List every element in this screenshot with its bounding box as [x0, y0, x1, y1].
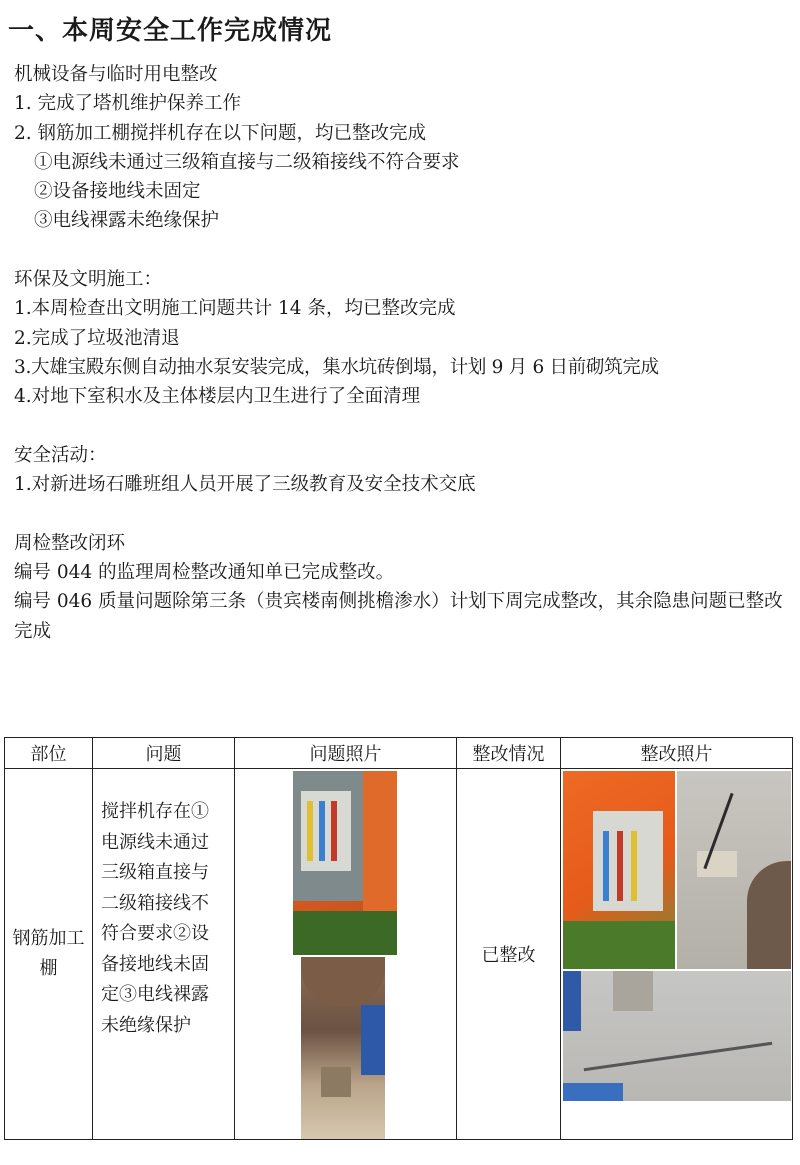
list-subitem: ①电源线未通过三级箱直接与二级箱接线不符合要求 [34, 151, 460, 173]
rectification-photo-ground-rod [563, 971, 791, 1101]
list-item: 4.对地下室积水及主体楼层内卫生进行了全面清理 [14, 386, 421, 408]
list-subitem: ②设备接地线未固定 [34, 181, 201, 203]
column-header-problem-photo: 问题照片 [235, 738, 457, 769]
cell-problem: 搅拌机存在①电源线未通过三级箱直接与二级箱接线不符合要求②设备接地线未固定③电线裸露未绝缘保护 [93, 769, 235, 1140]
list-item: 3.大雄宝殿东侧自动抽水泵安装完成，集水坑砖倒塌，计划 9 月 6 日前砌筑完成 [14, 356, 659, 378]
problem-photo-mixer [301, 957, 385, 1139]
list-item: 1. 完成了塔机维护保养工作 [14, 93, 242, 115]
cell-status: 已整改 [457, 769, 561, 1140]
problem-photo-distribution-box [293, 771, 397, 955]
section-heading-safety-activities: 安全活动： [14, 444, 107, 466]
list-item: 1.本周检查出文明施工问题共计 14 条，均已整改完成 [14, 298, 456, 320]
column-header-problem: 问题 [93, 738, 235, 769]
list-item: 2.完成了垃圾池清退 [14, 327, 180, 349]
page-title: 一、本周安全工作完成情况 [8, 16, 333, 46]
list-item: 编号 044 的监理周检整改通知单已完成整改。 [14, 562, 395, 584]
cell-rectification-photos [561, 769, 793, 1140]
list-item: 2. 钢筋加工棚搅拌机存在以下问题，均已整改完成 [14, 122, 427, 144]
section-heading-equipment: 机械设备与临时用电整改 [14, 64, 218, 85]
column-header-status: 整改情况 [457, 738, 561, 769]
list-item: 1.对新进场石雕班组人员开展了三级教育及安全技术交底 [14, 474, 476, 496]
cell-part: 钢筋加工棚 [5, 769, 93, 1140]
issues-table [4, 737, 793, 1140]
column-header-part: 部位 [5, 738, 93, 769]
rectification-photo-box [563, 771, 675, 969]
section-heading-weekly-inspection: 周检整改闭环 [14, 532, 126, 554]
cell-problem-photos [235, 769, 457, 1140]
table-row [5, 769, 793, 1140]
table-header-row [5, 738, 793, 769]
list-subitem: ③电线裸露未绝缘保护 [34, 210, 220, 232]
rectification-photo-ground-wire [677, 771, 791, 969]
report-body [14, 60, 798, 646]
section-heading-environment: 环保及文明施工： [14, 269, 163, 291]
list-item: 编号 046 质量问题除第三条（贵宾楼南侧挑檐渗水）计划下周完成整改，其余隐患问题已整改完成 [14, 591, 783, 642]
column-header-rectification-photo: 整改照片 [561, 738, 793, 769]
